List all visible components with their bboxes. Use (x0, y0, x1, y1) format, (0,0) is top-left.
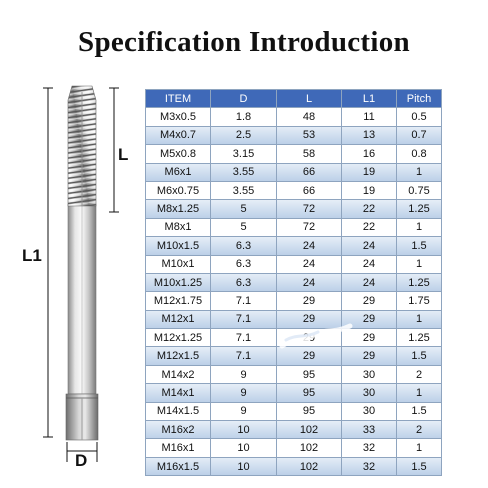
table-cell: M10x1.5 (146, 237, 211, 255)
table-cell: 1.25 (397, 329, 442, 347)
table-cell: 29 (277, 347, 342, 365)
table-cell: 3.55 (211, 181, 277, 199)
table-cell: 30 (342, 384, 397, 402)
table-row (146, 181, 442, 199)
table-row (146, 126, 442, 144)
table-cell: 5 (211, 200, 277, 218)
table-row (146, 273, 442, 291)
table-row (146, 218, 442, 236)
table-cell: 0.75 (397, 181, 442, 199)
table-cell: M8x1.25 (146, 200, 211, 218)
tap-diagram (0, 0, 145, 488)
table-cell: M16x2 (146, 421, 211, 439)
table-cell: 9 (211, 365, 277, 383)
table-cell: 29 (277, 329, 342, 347)
table-cell: 66 (277, 163, 342, 181)
table-cell: M14x2 (146, 365, 211, 383)
table-row (146, 292, 442, 310)
table-cell: 48 (277, 108, 342, 126)
table-cell: 33 (342, 421, 397, 439)
table-cell: 29 (277, 310, 342, 328)
table-cell: M12x1.75 (146, 292, 211, 310)
table-cell: 30 (342, 365, 397, 383)
table-cell: 1 (397, 255, 442, 273)
table-cell: M8x1 (146, 218, 211, 236)
table-cell: M12x1.5 (146, 347, 211, 365)
table-row (146, 402, 442, 420)
table-cell: 1 (397, 439, 442, 457)
table-cell: M14x1.5 (146, 402, 211, 420)
table-cell: 1 (397, 384, 442, 402)
table-cell: 53 (277, 126, 342, 144)
tap-body (66, 86, 98, 440)
table-cell: M14x1 (146, 384, 211, 402)
table-cell: 32 (342, 439, 397, 457)
table-cell: 6.3 (211, 255, 277, 273)
table-cell: M5x0.8 (146, 145, 211, 163)
table-cell: 29 (277, 292, 342, 310)
table-cell: M16x1 (146, 439, 211, 457)
table-row (146, 255, 442, 273)
table-cell: M10x1 (146, 255, 211, 273)
page-title: Specification Introduction (78, 26, 410, 58)
table-cell: M16x1.5 (146, 457, 211, 475)
table-cell: 1.25 (397, 200, 442, 218)
table-cell: 7.1 (211, 292, 277, 310)
table-cell: 1.25 (397, 273, 442, 291)
table-cell: 24 (342, 255, 397, 273)
table-cell: 10 (211, 457, 277, 475)
table-cell: 95 (277, 402, 342, 420)
table-row (146, 200, 442, 218)
table-cell: 102 (277, 457, 342, 475)
table-cell: 24 (342, 273, 397, 291)
table-cell: 1.5 (397, 457, 442, 475)
table-cell: 1 (397, 163, 442, 181)
column-header: D (211, 90, 277, 108)
table-row (146, 108, 442, 126)
table-cell: M12x1.25 (146, 329, 211, 347)
table-cell: 72 (277, 200, 342, 218)
table-cell: 1 (397, 218, 442, 236)
table-cell: 1.5 (397, 347, 442, 365)
dimension-label-d: D (75, 451, 88, 470)
table-cell: 11 (342, 108, 397, 126)
table-cell: 0.5 (397, 108, 442, 126)
table-cell: 29 (342, 292, 397, 310)
table-cell: 6.3 (211, 273, 277, 291)
table-header-row (146, 90, 442, 108)
table-cell: 2.5 (211, 126, 277, 144)
table-row (146, 163, 442, 181)
table-cell: 95 (277, 384, 342, 402)
table-row (146, 237, 442, 255)
table-cell: 10 (211, 421, 277, 439)
table-cell: M10x1.25 (146, 273, 211, 291)
table-cell: 32 (342, 457, 397, 475)
table-cell: 3.55 (211, 163, 277, 181)
table-cell: M3x0.5 (146, 108, 211, 126)
table-cell: 2 (397, 421, 442, 439)
table-cell: 29 (342, 329, 397, 347)
table-cell: 66 (277, 181, 342, 199)
dimension-label-l1: L1 (22, 246, 42, 265)
column-header: ITEM (146, 90, 211, 108)
table-cell: 19 (342, 181, 397, 199)
table-cell: 102 (277, 421, 342, 439)
table-cell: 29 (342, 310, 397, 328)
table-cell: 95 (277, 365, 342, 383)
table-cell: 24 (277, 273, 342, 291)
table-row (146, 421, 442, 439)
table-cell: 10 (211, 439, 277, 457)
table-cell: M6x1 (146, 163, 211, 181)
table-cell: 3.15 (211, 145, 277, 163)
table-cell: M4x0.7 (146, 126, 211, 144)
table-cell: 7.1 (211, 329, 277, 347)
table-cell: 1.5 (397, 402, 442, 420)
table-cell: 1 (397, 310, 442, 328)
table-cell: 0.8 (397, 145, 442, 163)
table-cell: 5 (211, 218, 277, 236)
table-cell: 1.75 (397, 292, 442, 310)
column-header: L1 (342, 90, 397, 108)
table-cell: 24 (277, 237, 342, 255)
table-cell: 0.7 (397, 126, 442, 144)
table-cell: 24 (342, 237, 397, 255)
table-row (146, 145, 442, 163)
table-cell: 13 (342, 126, 397, 144)
table-cell: 1.5 (397, 237, 442, 255)
table-cell: 9 (211, 402, 277, 420)
table-cell: 22 (342, 218, 397, 236)
table-cell: 58 (277, 145, 342, 163)
table-cell: 16 (342, 145, 397, 163)
table-cell: M6x0.75 (146, 181, 211, 199)
table-cell: 6.3 (211, 237, 277, 255)
spec-table (145, 89, 442, 476)
table-cell: 1.8 (211, 108, 277, 126)
dimension-label-l: L (118, 145, 129, 164)
table-row (146, 365, 442, 383)
table-row (146, 439, 442, 457)
table-cell: 30 (342, 402, 397, 420)
table-cell: 24 (277, 255, 342, 273)
table-row (146, 384, 442, 402)
table-cell: 7.1 (211, 310, 277, 328)
table-cell: 2 (397, 365, 442, 383)
table-cell: 19 (342, 163, 397, 181)
table-cell: 7.1 (211, 347, 277, 365)
table-cell: M12x1 (146, 310, 211, 328)
column-header: Pitch (397, 90, 442, 108)
table-cell: 9 (211, 384, 277, 402)
table-cell: 22 (342, 200, 397, 218)
table-cell: 102 (277, 439, 342, 457)
watermark-smudge (276, 318, 356, 358)
table-cell: 29 (342, 347, 397, 365)
column-header: L (277, 90, 342, 108)
table-row (146, 457, 442, 475)
table-cell: 72 (277, 218, 342, 236)
